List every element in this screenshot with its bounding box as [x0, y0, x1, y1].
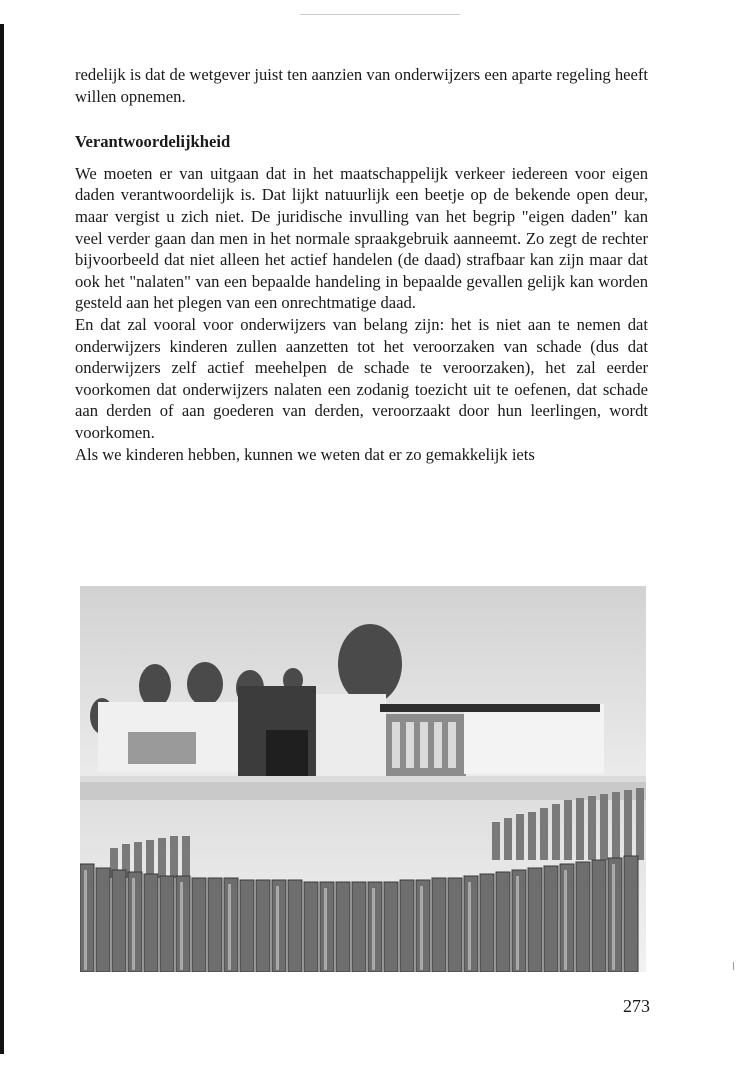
paragraph-1: We moeten er van uitgaan dat in het maatschappelijk verkeer iedereen voor eigen daden verantwoordelijk is. Dat lijkt natuurlijk een beetje op de bekende open deur, maar vergist u zich niet. De juridische invulling van het begrip "eigen daden" kan veel verder gaan dan men in het normale spraakgebruik aanneemt. Zo zegt de rechter bijvoorbeeld dat niet alleen het actief handelen (de daad) strafbaar kan zijn maar dat ook het "nalaten" van een bepaalde handeling in bepaalde gevallen gelijk kan worden gesteld aan het plegen van een onrechtmatige daad.: [75, 163, 648, 313]
photo-illustration: [80, 586, 646, 972]
page-number: 273: [623, 996, 650, 1016]
paragraph-3: Als we kinderen hebben, kunnen we weten dat er zo gemakkelijk iets: [75, 444, 535, 464]
page-edge-shadow: [0, 24, 4, 1054]
margin-mark: [733, 962, 734, 970]
section-heading: Verantwoordelijkheid: [75, 132, 231, 152]
paragraph-2: En dat zal vooral voor onderwijzers van belang zijn: het is niet aan te nemen dat onderwijzers kinderen zullen aanzetten tot het veroorzaken van schade (dus dat onderwijzers zelf actief meehelpen de schade te veroorzaken), het zal eerder voorkomen dat onderwijzers nalaten een zodanig toezicht uit te oefenen, dat schade aan derden of aan goederen van derden, veroorzaakt door hun leerlingen, wordt voorkomen.: [75, 314, 648, 442]
body-text: [75, 64, 648, 465]
school-building-photo: [80, 586, 646, 972]
top-rule: [300, 14, 460, 15]
intro-paragraph: redelijk is dat de wetgever juist ten aanzien van onderwijzers een aparte regeling heeft willen opnemen.: [75, 65, 648, 106]
